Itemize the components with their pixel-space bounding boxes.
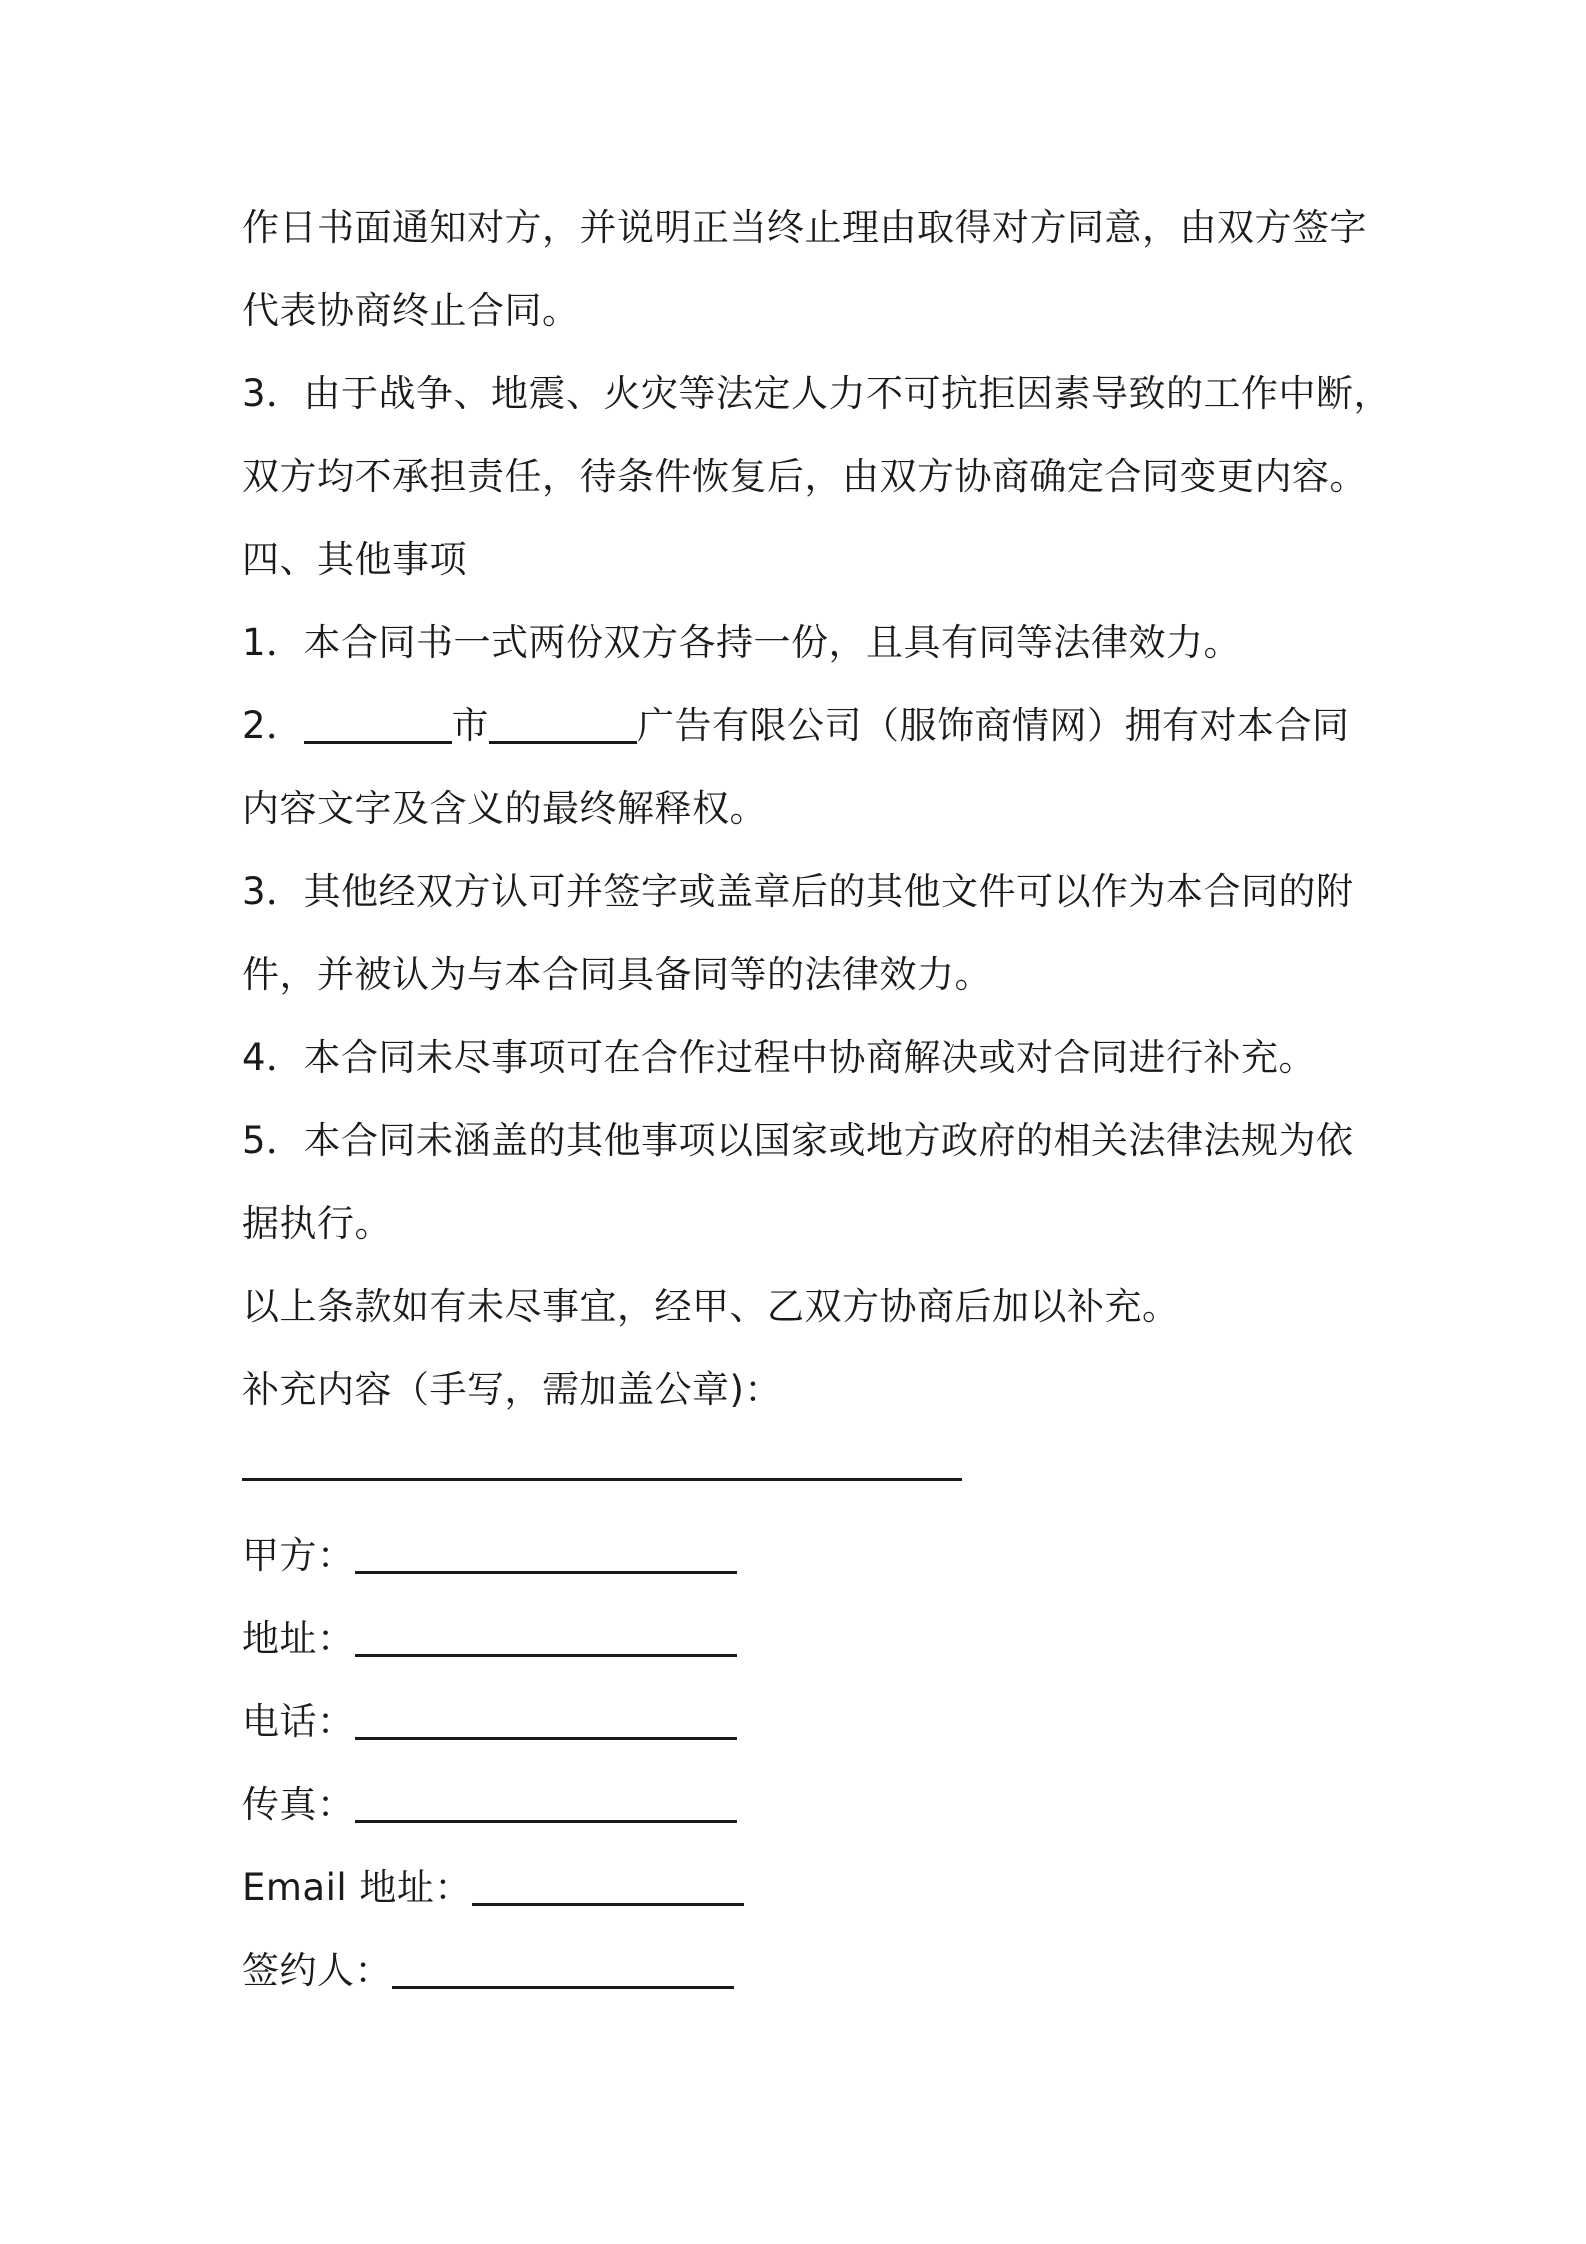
fax-label: 传真： xyxy=(242,1783,355,1826)
text-line-1: 作日书面通知对方，并说明正当终止理由取得对方同意，由双方签字 xyxy=(242,206,1367,249)
fax-blank-line xyxy=(355,1820,737,1823)
phone-blank-line xyxy=(355,1737,737,1740)
signer-label: 签约人： xyxy=(242,1949,392,1992)
city-blank-line xyxy=(304,741,452,744)
clause-3-other-documents: 3．其他经双方认可并签字或盖章后的其他文件可以作为本合同的附 xyxy=(242,870,1354,913)
clause-4-unfinished-matters: 4．本合同未尽事项可在合作过程中协商解决或对合同进行补充。 xyxy=(242,1036,1317,1079)
text-line-2: 代表协商终止合同。 xyxy=(242,289,580,332)
fax-field xyxy=(242,1780,737,1830)
section-heading-other-matters: 四、其他事项 xyxy=(242,538,467,581)
email-field xyxy=(242,1863,744,1913)
phone-label: 电话： xyxy=(242,1700,355,1743)
text-line-10: 件，并被认为与本合同具备同等的法律效力。 xyxy=(242,953,992,996)
text-line-13: 据执行。 xyxy=(242,1202,392,1245)
phone-field xyxy=(242,1697,737,1747)
clause-2-continuation: 内容文字及含义的最终解释权。 xyxy=(242,787,767,830)
supplement-blank-line xyxy=(242,1478,962,1481)
party-a-label: 甲方： xyxy=(242,1534,355,1577)
clause-2-prefix: 2． xyxy=(242,704,304,747)
clause-1-copies: 1．本合同书一式两份双方各持一份，且具有同等法律效力。 xyxy=(242,621,1242,664)
clause-3-force-majeure: 3．由于战争、地震、火灾等法定人力不可抗拒因素导致的工作中断， xyxy=(242,372,1392,415)
address-label: 地址： xyxy=(242,1617,355,1660)
party-a-blank-line xyxy=(355,1571,737,1574)
address-blank-line xyxy=(355,1654,737,1657)
text-line-4: 双方均不承担责任，待条件恢复后，由双方协商确定合同变更内容。 xyxy=(242,455,1367,498)
supplement-note: 以上条款如有未尽事宜，经甲、乙双方协商后加以补充。 xyxy=(242,1285,1180,1328)
supplement-content-label: 补充内容（手写，需加盖公章)： xyxy=(242,1368,782,1411)
email-label: Email 地址： xyxy=(242,1866,472,1909)
signer-blank-line xyxy=(392,1986,734,1989)
clause-2-suffix: 广告有限公司（服饰商情网）拥有对本合同 xyxy=(637,704,1350,747)
party-a-field xyxy=(242,1531,737,1581)
email-blank-line xyxy=(472,1903,744,1906)
clause-2-city: 市 xyxy=(451,704,490,747)
clause-5-uncovered-matters: 5．本合同未涵盖的其他事项以国家或地方政府的相关法律法规为依 xyxy=(242,1119,1354,1162)
address-field xyxy=(242,1614,737,1664)
signer-field xyxy=(242,1946,734,1996)
clause-2-interpretation xyxy=(242,701,1350,751)
company-blank-line xyxy=(489,741,637,744)
